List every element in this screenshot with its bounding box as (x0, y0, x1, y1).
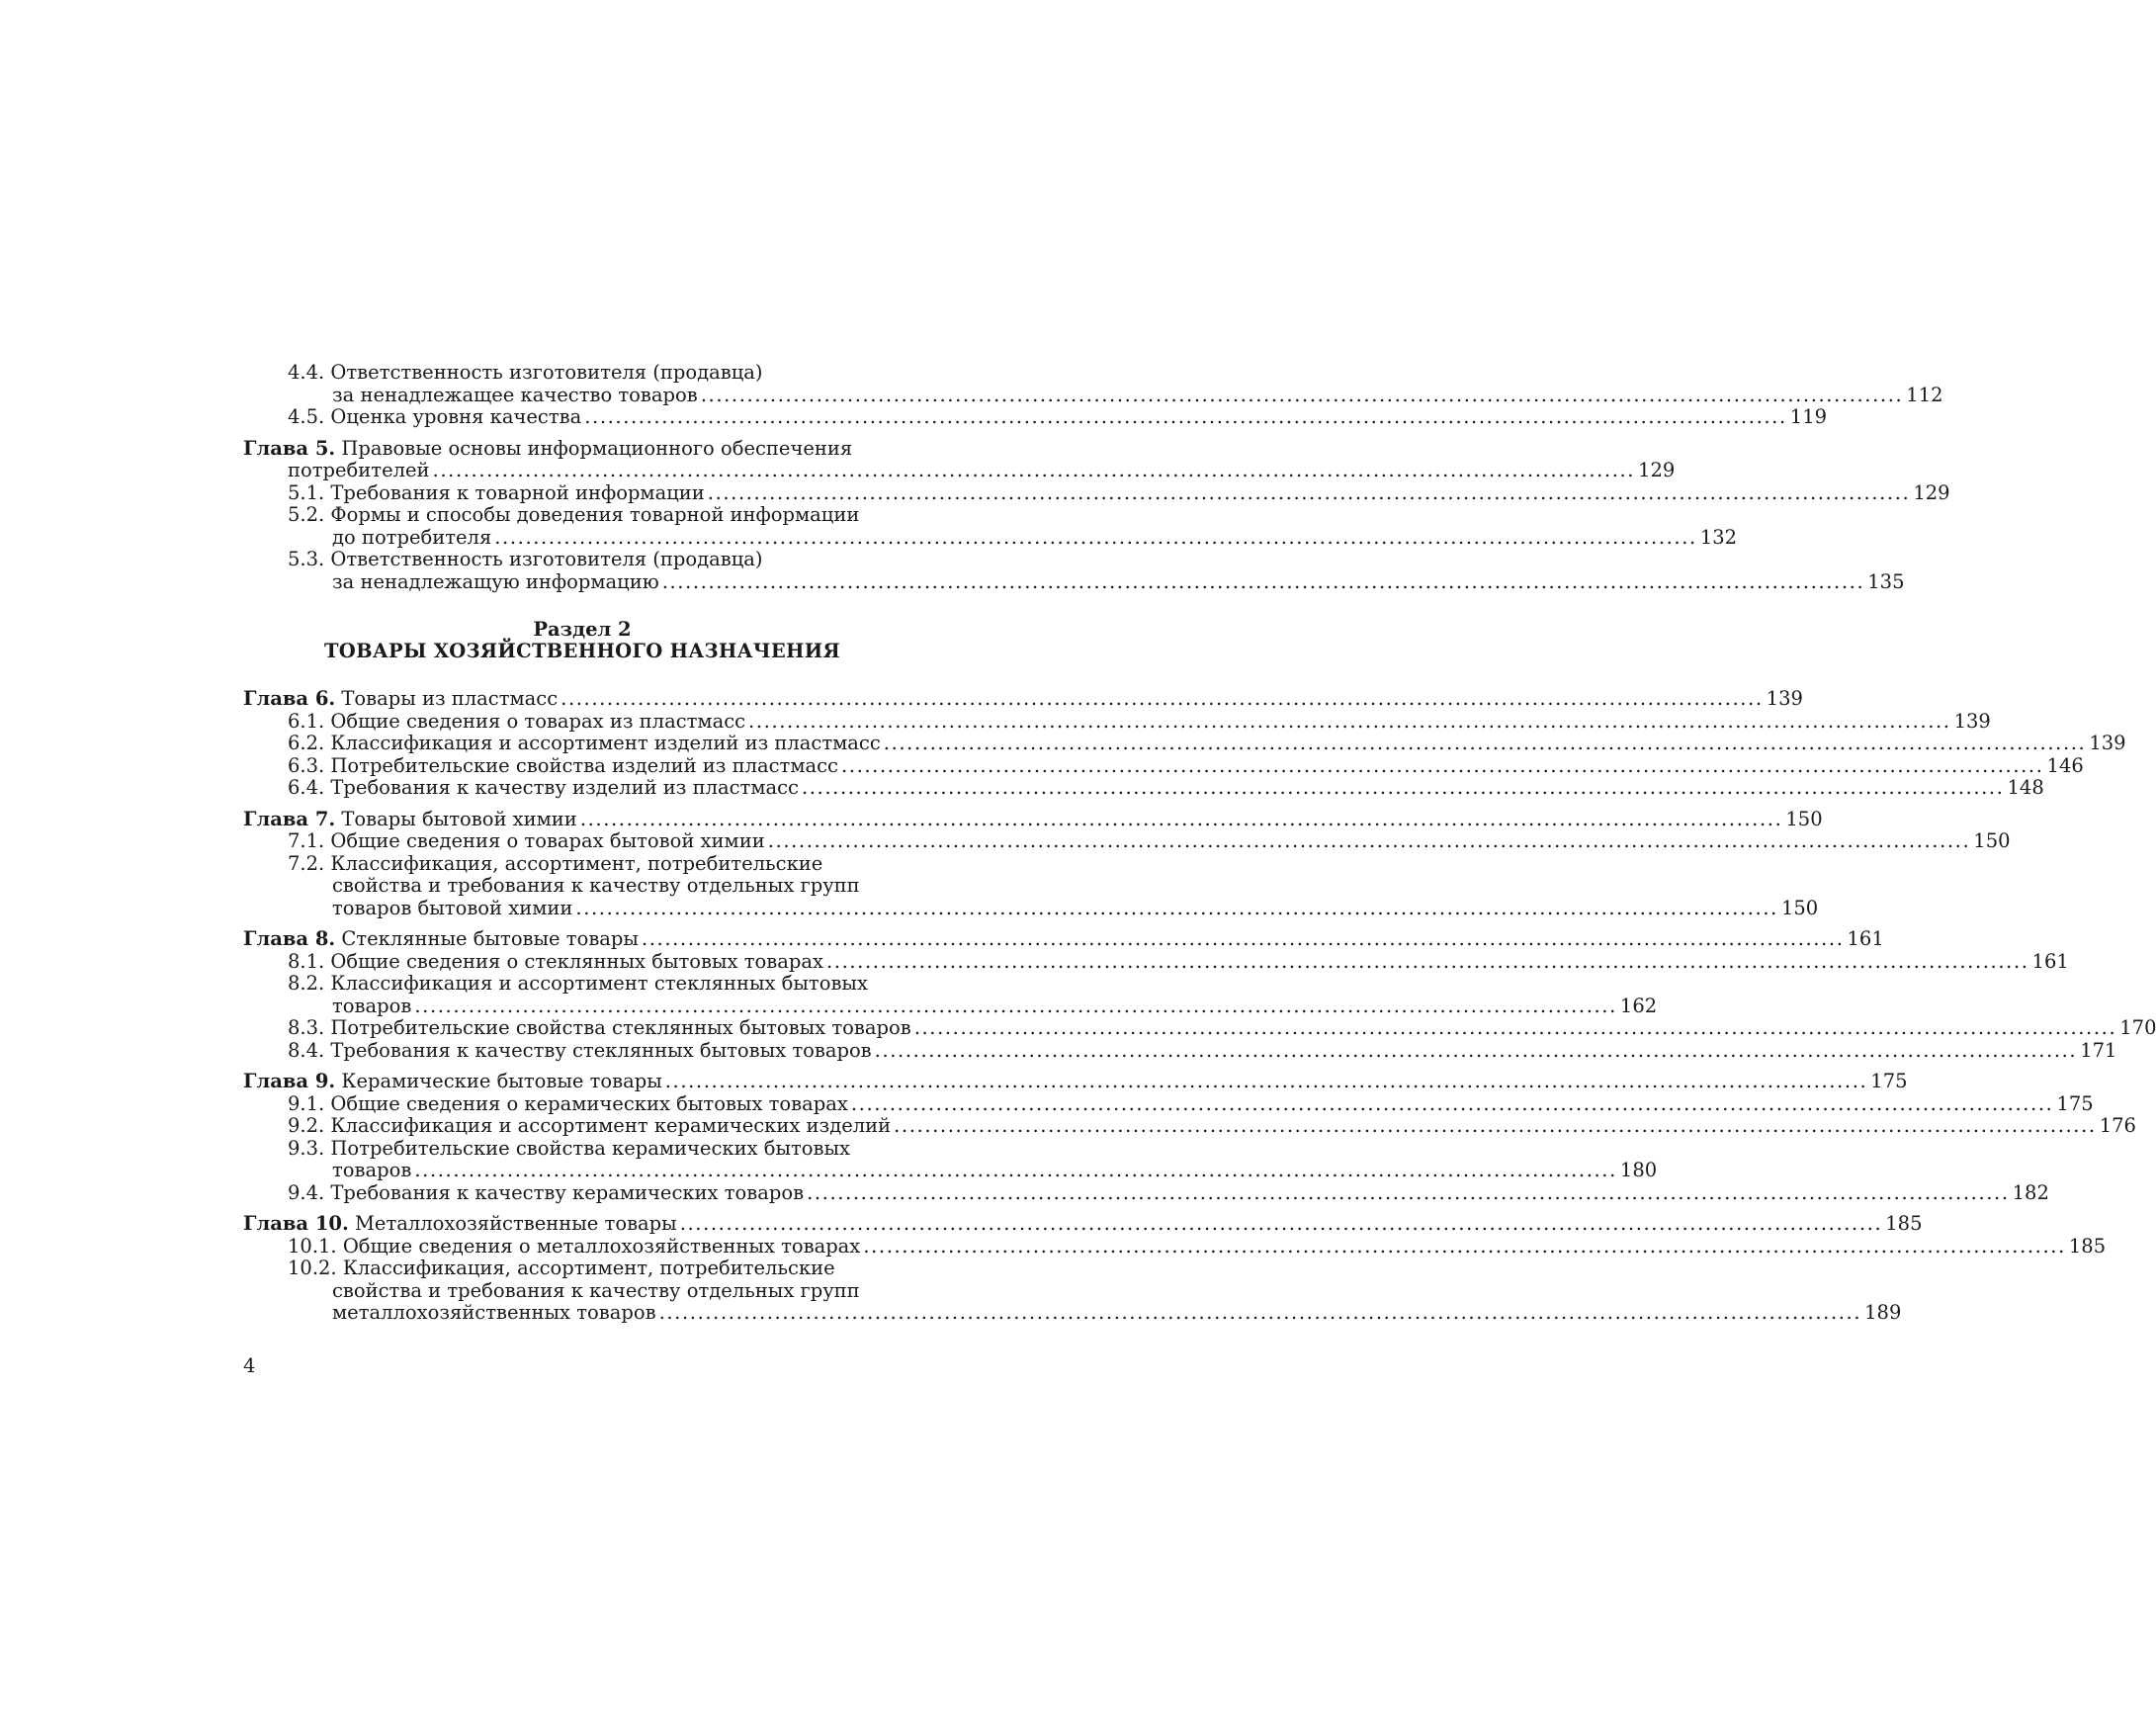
toc-entry-title: 8.2. Классификация и ассортимент стеклянных бытовых (288, 972, 868, 995)
toc-page-number: 112 (1906, 383, 1943, 406)
toc-page-number: 185 (1885, 1212, 1923, 1235)
toc-entry-7-1 (243, 829, 2011, 853)
dot-leader (826, 951, 2029, 974)
dot-leader (659, 1302, 1862, 1325)
toc-entry-title: 5.1. Требования к товарной информации (288, 480, 705, 504)
toc-page-number: 161 (2031, 949, 2069, 973)
chapter-title: Металлохозяйственные товары (354, 1212, 677, 1235)
toc-chapter-8 (243, 927, 1884, 951)
chapter-label: Глава 10. (243, 1212, 349, 1235)
dot-leader (708, 482, 1911, 505)
dot-leader (851, 1093, 2054, 1116)
toc-entry-10-2-cont (243, 1301, 1902, 1325)
toc-entry-title: 6.1. Общие сведения о товарах из пластмасс (288, 709, 746, 733)
toc-page-number: 150 (1973, 829, 2011, 852)
dot-leader (665, 1071, 1868, 1093)
toc-entry-title: 9.1. Общие сведения о керамических бытовых товарах (288, 1091, 848, 1115)
toc-entry-5-1 (243, 480, 1950, 505)
toc-entry-9-2 (243, 1114, 2136, 1138)
toc-entry-9-4 (243, 1180, 2049, 1205)
toc-entry-title: свойства и требования к качеству отдельных групп (332, 1278, 860, 1302)
dot-leader (748, 711, 1951, 734)
toc-entry-title: 8.1. Общие сведения о стеклянных бытовых товарах (288, 949, 823, 973)
toc-chapter-6 (243, 687, 1803, 711)
dot-leader (875, 1040, 2078, 1063)
toc-page-number: 150 (1780, 896, 1819, 919)
toc-page-number: 175 (2056, 1091, 2094, 1115)
toc-entry-5-3 (243, 549, 921, 571)
toc-page-number: 162 (1619, 994, 1658, 1017)
section-title: ТОВАРЫ ХОЗЯЙСТВЕННОГО НАЗНАЧЕНИЯ (324, 640, 840, 662)
dot-leader (662, 571, 1865, 594)
toc-page-number: 175 (1870, 1070, 1908, 1092)
dot-leader (584, 406, 1787, 429)
chapter-label: Глава 9. (243, 1070, 336, 1092)
chapter-title: Правовые основы информационного обеспечения (341, 436, 853, 460)
toc-entry-title: 5.2. Формы и способы доведения товарной информации (288, 503, 860, 526)
toc-chapter-10 (243, 1212, 1923, 1236)
toc-entry-title: 8.3. Потребительские свойства стеклянных бытовых товаров (288, 1016, 911, 1039)
dot-leader (768, 830, 1971, 853)
dot-leader (494, 527, 1697, 550)
toc-entry-8-2 (243, 973, 921, 996)
toc-entry-title: 7.1. Общие сведения о товарах бытовой химии (288, 829, 765, 852)
toc-entry-10-1 (243, 1234, 2107, 1258)
toc-entry-title: свойства и требования к качеству отдельных групп (332, 874, 860, 897)
dot-leader (701, 385, 1904, 407)
toc-entry-10-2 (243, 1258, 921, 1280)
chapter-title: Керамические бытовые товары (341, 1070, 662, 1092)
toc-page-number: 182 (2012, 1180, 2049, 1204)
section-label: Раздел 2 (533, 618, 632, 641)
dot-leader (807, 1182, 2010, 1205)
toc-entry-9-3 (243, 1138, 921, 1161)
toc-page-number: 129 (1638, 459, 1676, 481)
toc-entry-6-4 (243, 776, 2044, 800)
toc-entry-10-2-cont (243, 1280, 921, 1303)
toc-entry-5-2 (243, 504, 921, 527)
toc-entry-title: 6.2. Классификация и ассортимент изделий из пластмасс (288, 732, 881, 754)
dot-leader (884, 733, 2087, 755)
toc-entry-title: 4.5. Оценка уровня качества (288, 405, 582, 428)
toc-chapter-5 (243, 438, 921, 461)
toc-entry-title: за ненадлежащую информацию (332, 569, 659, 593)
toc-page-number: 139 (1766, 687, 1803, 710)
toc-page-number: 129 (1913, 480, 1950, 504)
toc-chapter-5-cont (243, 459, 1676, 482)
table-of-contents (243, 361, 2156, 1325)
dot-leader (433, 460, 1636, 482)
chapter-title: Товары из пластмасс (341, 687, 559, 710)
chapter-label: Глава 6. (243, 687, 336, 710)
dot-leader (914, 1017, 2117, 1040)
toc-entry-title: 7.2. Классификация, ассортимент, потребительские (288, 851, 823, 875)
toc-page-number: 171 (2080, 1038, 2117, 1062)
page-number: 4 (243, 1354, 256, 1377)
dot-leader (863, 1236, 2066, 1258)
toc-entry-7-2 (243, 853, 921, 876)
chapter-label: Глава 5. (243, 436, 336, 460)
toc-page-number: 139 (1953, 709, 1991, 733)
dot-leader (680, 1213, 1883, 1236)
dot-leader (642, 928, 1845, 951)
toc-entry-title: 10.2. Классификация, ассортимент, потребительские (288, 1257, 835, 1279)
chapter-label: Глава 8. (243, 927, 336, 950)
toc-page-number: 185 (2068, 1234, 2107, 1258)
toc-entry-9-3-cont (243, 1159, 1658, 1182)
toc-entry-title: 8.4. Требования к качеству стеклянных бытовых товаров (288, 1038, 872, 1062)
toc-chapter-7 (243, 807, 1823, 831)
dot-leader (414, 1160, 1617, 1182)
toc-entry-title: товаров бытовой химии (332, 896, 573, 919)
toc-entry-title: товаров (332, 1159, 412, 1181)
toc-entry-title: 9.2. Классификация и ассортимент керамических изделий (288, 1114, 892, 1137)
dot-leader (802, 777, 2005, 800)
toc-entry-6-3 (243, 753, 2084, 778)
toc-page-number: 170 (2119, 1016, 2156, 1039)
toc-page-number: 150 (1785, 807, 1823, 830)
toc-page-number: 161 (1847, 927, 1884, 950)
toc-entry-7-2-cont (243, 896, 1819, 920)
toc-entry-6-2 (243, 732, 2126, 755)
toc-page-number: 139 (2089, 732, 2126, 754)
dot-leader (580, 809, 1783, 831)
toc-entry-8-1 (243, 949, 2069, 974)
toc-entry-8-2-cont (243, 994, 1658, 1018)
toc-entry-title: 5.3. Ответственность изготовителя (продавца) (288, 548, 763, 570)
toc-entry-title: 10.1. Общие сведения о металлохозяйственных товарах (288, 1234, 861, 1258)
toc-entry-title: до потребителя (332, 525, 492, 549)
toc-entry-5-3-cont (243, 569, 1905, 594)
chapter-title: потребителей (288, 459, 430, 481)
toc-page-number: 119 (1789, 405, 1828, 428)
dot-leader (575, 898, 1778, 920)
toc-chapter-9 (243, 1070, 1908, 1093)
chapter-title: Стеклянные бытовые товары (341, 927, 639, 950)
chapter-title: Товары бытовой химии (341, 807, 577, 830)
spacer (243, 662, 921, 688)
dot-leader (414, 996, 1617, 1018)
toc-page-number: 148 (2007, 776, 2044, 799)
toc-entry-6-1 (243, 709, 1991, 734)
dot-leader (561, 688, 1764, 711)
spacer (243, 593, 921, 619)
toc-page-number: 189 (1864, 1301, 1902, 1324)
toc-entry-title: 6.3. Потребительские свойства изделий из пластмасс (288, 753, 838, 777)
toc-entry-title: 4.4. Ответственность изготовителя (продавца) (288, 361, 763, 384)
toc-entry-title: 9.3. Потребительские свойства керамических бытовых (288, 1136, 851, 1160)
toc-entry-title: металлохозяйственных товаров (332, 1301, 656, 1324)
toc-entry-title: товаров (332, 994, 412, 1017)
toc-entry-title: 6.4. Требования к качеству изделий из пластмасс (288, 776, 799, 799)
toc-entry-title: 9.4. Требования к качеству керамических товаров (288, 1180, 805, 1204)
toc-page-number: 135 (1867, 569, 1905, 593)
toc-entry-4-4 (243, 362, 921, 385)
toc-entry-5-2-cont (243, 525, 1738, 550)
toc-entry-7-2-cont (243, 875, 921, 898)
dot-leader (841, 755, 2044, 778)
toc-page-number: 132 (1699, 525, 1738, 549)
dot-leader (894, 1115, 2097, 1138)
toc-entry-9-1 (243, 1091, 2094, 1116)
toc-entry-title: за ненадлежащее качество товаров (332, 383, 698, 406)
toc-entry-8-4 (243, 1038, 2117, 1063)
chapter-label: Глава 7. (243, 807, 336, 830)
toc-entry-4-5 (243, 405, 1828, 429)
toc-page-number: 176 (2099, 1114, 2136, 1137)
toc-page-number: 146 (2046, 753, 2084, 777)
toc-entry-8-3 (243, 1016, 2156, 1040)
toc-page-number: 180 (1619, 1159, 1658, 1181)
toc-entry-4-4-cont (243, 383, 1943, 407)
